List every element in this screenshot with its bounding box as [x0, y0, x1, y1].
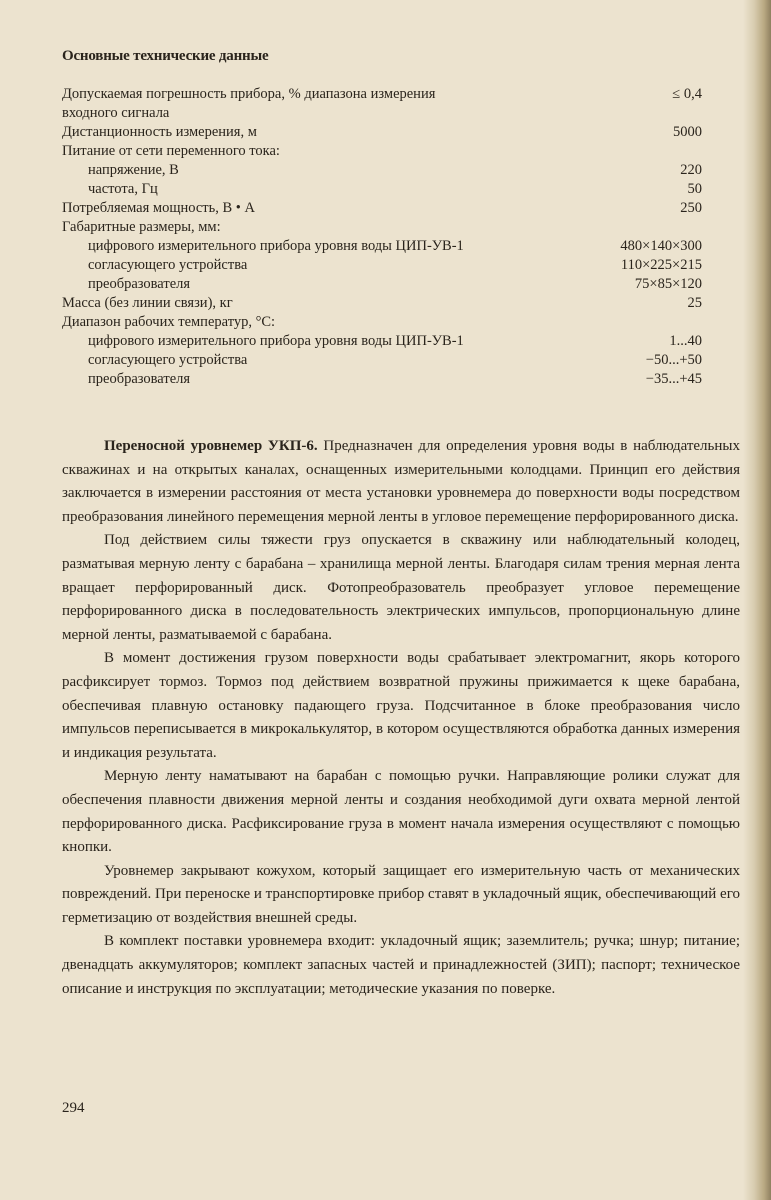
spec-row	[62, 237, 740, 256]
spec-row	[62, 370, 740, 389]
spec-label: Потребляемая мощность, В • А	[62, 200, 255, 216]
spec-label: преобразователя	[88, 371, 191, 387]
spec-label: Допускаемая погрешность прибора, % диапазона измерения	[62, 86, 436, 102]
spec-value: −50...+50	[645, 352, 702, 368]
spec-row	[62, 161, 740, 180]
spec-value: 110×225×215	[620, 257, 702, 273]
page-content	[62, 48, 740, 1001]
spec-label: Габаритные размеры, мм:	[62, 219, 221, 235]
article-paragraph-text: Предназначен для определения уровня воды в наблюдательных скважинах и на открытых каналах, оснащенных измерительными колодцами. Принцип его действия заключается в измерении расстояния от места установки уровнемера до поверхности воды посредством преобразования линейного перемещения мерной ленты в угловое перемещение перфорированного диска.	[62, 438, 740, 525]
article-paragraph: В момент достижения грузом поверхности воды срабатывает электромагнит, якорь которого расфиксирует тормоз. Тормоз под действием возвратной пружины прижимается к щеке барабана, обеспечивая плавную остановку падающего груза. Подсчитанное в блоке преобразования число импульсов переписывается в микрокалькулятор, в котором осуществляются обработка данных измерения и индикация результата.	[62, 650, 740, 761]
section-title: Основные технические данные	[62, 48, 269, 64]
spec-value: 75×85×120	[634, 276, 702, 292]
spec-value: 50	[687, 181, 702, 197]
spec-label: согласующего устройства	[88, 257, 248, 273]
spec-row	[62, 256, 740, 275]
spec-row	[62, 180, 740, 199]
spec-label: частота, Гц	[88, 181, 158, 197]
spec-value: 5000	[673, 124, 702, 140]
page-number: 294	[62, 1100, 85, 1116]
page-edge-shadow	[743, 0, 771, 1200]
spec-value: −35...+45	[645, 371, 702, 387]
spec-value: 220	[680, 162, 702, 178]
spec-label: Дистанционность измерения, м	[62, 124, 257, 140]
spec-row	[62, 104, 740, 123]
article-paragraph	[62, 435, 740, 529]
spec-row	[62, 313, 740, 332]
article-paragraph: Мерную ленту наматывают на барабан с помощью ручки. Направляющие ролики служат для обеспечения плавности движения мерной ленты и создания необходимой дуги охвата мерной лентой перфорированного диска. Расфиксирование груза в момент начала измерения осуществляют с помощью кнопки.	[62, 768, 740, 856]
article-paragraph: В комплект поставки уровнемера входит: укладочный ящик; заземлитель; ручка; шнур; питание; двенадцать аккумуляторов; комплект запасных частей и принадлежностей (ЗИП); паспорт; техническое описание и инструкция по эксплуатации; методические указания по поверке.	[62, 933, 740, 997]
spec-value: 250	[680, 200, 702, 216]
article-paragraph: Под действием силы тяжести груз опускается в скважину или наблюдательный колодец, разматывая мерную ленту с барабана – хранилища мерной ленты. Благодаря силам трения мерная лента вращает перфорированный диск. Фотопреобразователь преобразует угловое перемещение перфорированного диска в последовательность электрических импульсов, пропорциональную длине мерной ленты, разматываемой с барабана.	[62, 532, 740, 643]
spec-row	[62, 142, 740, 161]
spec-value	[552, 104, 740, 123]
article	[62, 435, 740, 1001]
spec-label: цифрового измерительного прибора уровня воды ЦИП-УВ-1	[88, 333, 464, 349]
spec-label: Диапазон рабочих температур, °С:	[62, 314, 276, 330]
spec-row	[62, 275, 740, 294]
spec-row	[62, 332, 740, 351]
spec-label: Питание от сети переменного тока:	[62, 143, 280, 159]
spec-label: цифрового измерительного прибора уровня воды ЦИП-УВ-1	[88, 238, 464, 254]
spec-row	[62, 85, 740, 104]
spec-row	[62, 123, 740, 142]
spec-value: 480×140×300	[620, 238, 702, 254]
spec-value	[552, 313, 740, 332]
article-paragraph: Уровнемер закрывают кожухом, который защищает его измерительную часть от механических повреждений. При переноске и транспортировке прибор ставят в укладочный ящик, обеспечивающий его герметизацию от воздействия внешней среды.	[62, 862, 740, 926]
spec-label: согласующего устройства	[88, 352, 248, 368]
spec-row	[62, 218, 740, 237]
spec-value: 1...40	[669, 333, 702, 349]
spec-row	[62, 351, 740, 370]
spec-label: входного сигнала	[62, 105, 170, 121]
spec-label: Масса (без линии связи), кг	[62, 295, 233, 311]
spec-value: ≤ 0,4	[672, 86, 702, 102]
article-lead: Переносной уровнемер УКП-6.	[104, 438, 318, 454]
specs-table	[62, 85, 740, 389]
spec-label: преобразователя	[88, 276, 191, 292]
spec-row	[62, 199, 740, 218]
spec-value	[552, 142, 740, 161]
spec-value: 25	[687, 295, 702, 311]
spec-value	[552, 218, 740, 237]
spec-label: напряжение, В	[88, 162, 179, 178]
spec-row	[62, 294, 740, 313]
